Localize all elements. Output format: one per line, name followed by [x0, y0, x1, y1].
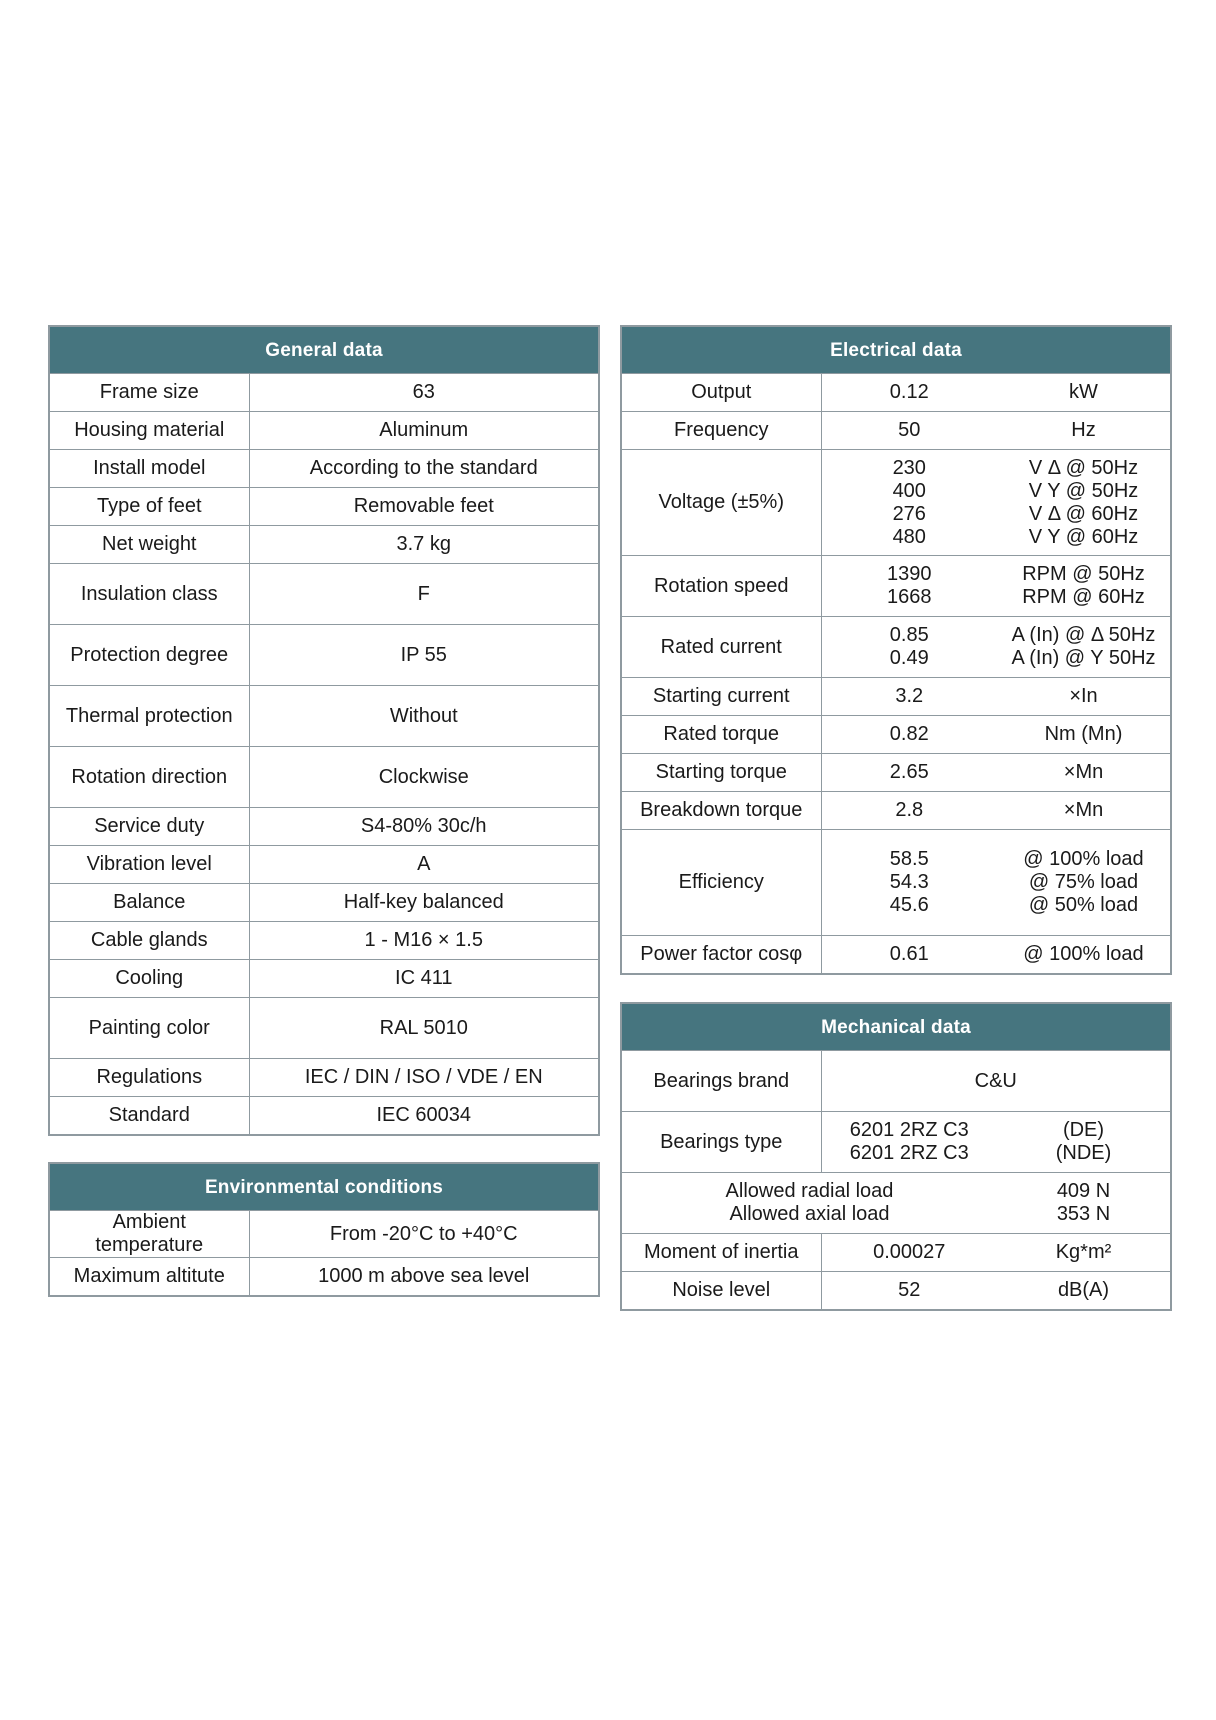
table-row: [621, 936, 1171, 974]
row-label: Painting color: [49, 998, 249, 1059]
row-label: Rated current: [621, 617, 821, 678]
table-row: [621, 1234, 1171, 1272]
row-label: Rotation direction: [49, 747, 249, 808]
electrical-data-title: Electrical data: [621, 326, 1171, 374]
row-value: 3.2: [821, 678, 997, 716]
row-label: Housing material: [49, 412, 249, 450]
row-unit: ×Mn: [997, 792, 1171, 830]
row-value: S4-80% 30c/h: [249, 808, 599, 846]
row-value: 400: [892, 479, 926, 502]
table-row: [621, 754, 1171, 792]
row-value: 1390: [887, 563, 932, 585]
table-row: [49, 1097, 599, 1135]
row-unit: @ 75% load: [1028, 871, 1139, 893]
row-label: Thermal protection: [49, 686, 249, 747]
row-label: Install model: [49, 450, 249, 488]
row-unit: @ 100% load: [1023, 848, 1144, 870]
row-label: Net weight: [49, 526, 249, 564]
row-label: Bearings brand: [621, 1051, 821, 1112]
general-data-title: General data: [49, 326, 599, 374]
table-row: [49, 374, 599, 412]
row-units: [997, 617, 1171, 678]
table-row: [621, 374, 1171, 412]
row-value: 480: [892, 525, 926, 548]
table-row: [621, 1112, 1171, 1173]
row-value: IEC 60034: [249, 1097, 599, 1135]
row-value: C&U: [821, 1051, 1171, 1112]
row-label: Frame size: [49, 374, 249, 412]
row-unit: kW: [997, 374, 1171, 412]
row-label: Regulations: [49, 1059, 249, 1097]
table-row: [49, 808, 599, 846]
table-row: [621, 716, 1171, 754]
row-value: 54.3: [889, 871, 929, 893]
row-value: 1000 m above sea level: [249, 1258, 599, 1296]
row-value: According to the standard: [249, 450, 599, 488]
row-value: Without: [249, 686, 599, 747]
row-value: 1668: [887, 586, 932, 608]
row-values: [821, 556, 997, 617]
row-unit: V Δ @ 50Hz: [1028, 456, 1139, 479]
row-label: Frequency: [621, 412, 821, 450]
table-row: [621, 450, 1171, 556]
row-value: IP 55: [249, 625, 599, 686]
row-value: 2.65: [821, 754, 997, 792]
row-value: 0.12: [821, 374, 997, 412]
table-row: [621, 412, 1171, 450]
table-row: [621, 1272, 1171, 1310]
row-label: Maximum altitute: [49, 1258, 249, 1296]
row-value: 6201 2RZ C3: [849, 1142, 969, 1164]
row-label: Moment of inertia: [621, 1234, 821, 1272]
row-label: Type of feet: [49, 488, 249, 526]
row-label: Starting current: [621, 678, 821, 716]
row-label: Rated torque: [621, 716, 821, 754]
row-value: 276: [892, 502, 926, 525]
row-unit: (DE): [1062, 1119, 1105, 1141]
load-values: [997, 1173, 1171, 1234]
row-label: Output: [621, 374, 821, 412]
row-unit: @ 50% load: [1028, 894, 1139, 916]
table-row: [621, 1051, 1171, 1112]
row-unit: (NDE): [1055, 1142, 1112, 1164]
row-value: 1 - M16 × 1.5: [249, 922, 599, 960]
row-label: Breakdown torque: [621, 792, 821, 830]
table-row: [621, 678, 1171, 716]
row-values: [821, 450, 997, 556]
row-unit: ×Mn: [997, 754, 1171, 792]
table-row: [49, 450, 599, 488]
row-value: Half-key balanced: [249, 884, 599, 922]
table-row: [49, 960, 599, 998]
row-unit: V Y @ 60Hz: [1028, 525, 1139, 548]
row-value: 409 N: [1056, 1180, 1111, 1202]
row-label: Vibration level: [49, 846, 249, 884]
row-unit: RPM @ 50Hz: [1022, 563, 1145, 585]
row-unit: A (In) @ Δ 50Hz: [1011, 624, 1156, 646]
electrical-data-table: [620, 325, 1172, 975]
row-units: [997, 450, 1171, 556]
table-row: [49, 564, 599, 625]
table-row: [49, 747, 599, 808]
row-unit: dB(A): [997, 1272, 1171, 1310]
table-row: [49, 1258, 599, 1296]
row-label: Cable glands: [49, 922, 249, 960]
row-value: 0.61: [821, 936, 997, 974]
row-value: 58.5: [889, 848, 929, 870]
row-unit: Nm (Mn): [997, 716, 1171, 754]
row-value: 2.8: [821, 792, 997, 830]
row-label: Noise level: [621, 1272, 821, 1310]
row-value: A: [249, 846, 599, 884]
row-label: Allowed axial load: [729, 1203, 890, 1225]
row-value: 0.82: [821, 716, 997, 754]
row-value: 6201 2RZ C3: [849, 1119, 969, 1141]
row-unit: Kg*m²: [997, 1234, 1171, 1272]
row-label: Service duty: [49, 808, 249, 846]
row-value: 0.85: [889, 624, 929, 646]
row-value: 0.49: [889, 647, 929, 669]
table-row: [621, 1173, 1171, 1234]
row-values: [821, 830, 997, 936]
row-value: IEC / DIN / ISO / VDE / EN: [249, 1059, 599, 1097]
table-row: [49, 686, 599, 747]
general-data-table: [48, 325, 600, 1136]
row-label: Standard: [49, 1097, 249, 1135]
table-row: [621, 556, 1171, 617]
row-label: Allowed radial load: [725, 1180, 894, 1202]
environmental-conditions-table: [48, 1162, 600, 1297]
row-label: Insulation class: [49, 564, 249, 625]
mechanical-data-table: [620, 1002, 1172, 1311]
environmental-conditions-title: Environmental conditions: [49, 1163, 599, 1211]
row-label: Protection degree: [49, 625, 249, 686]
row-value: 353 N: [1056, 1203, 1111, 1225]
row-value: 50: [821, 412, 997, 450]
table-row: [49, 1211, 599, 1258]
table-row: [621, 617, 1171, 678]
row-label: Voltage (±5%): [621, 450, 821, 556]
row-value: 52: [821, 1272, 997, 1310]
row-units: [997, 556, 1171, 617]
row-value: IC 411: [249, 960, 599, 998]
table-row: [49, 998, 599, 1059]
row-value: Clockwise: [249, 747, 599, 808]
table-row: [49, 625, 599, 686]
table-row: [49, 488, 599, 526]
row-value: 0.00027: [821, 1234, 997, 1272]
row-value: 63: [249, 374, 599, 412]
row-value: RAL 5010: [249, 998, 599, 1059]
table-row: [621, 830, 1171, 936]
row-label: Starting torque: [621, 754, 821, 792]
row-value: 230: [892, 456, 926, 479]
row-label: Bearings type: [621, 1112, 821, 1173]
row-label: Power factor cosφ: [621, 936, 821, 974]
mechanical-data-title: Mechanical data: [621, 1003, 1171, 1051]
row-values: [821, 617, 997, 678]
row-value: From -20°C to +40°C: [249, 1211, 599, 1258]
row-unit: A (In) @ Y 50Hz: [1011, 647, 1156, 669]
table-row: [49, 922, 599, 960]
row-value: 3.7 kg: [249, 526, 599, 564]
row-unit: V Δ @ 60Hz: [1028, 502, 1139, 525]
row-label: Efficiency: [621, 830, 821, 936]
table-row: [49, 412, 599, 450]
row-unit: RPM @ 60Hz: [1022, 586, 1145, 608]
table-row: [49, 1059, 599, 1097]
table-row: [49, 526, 599, 564]
row-value: 45.6: [889, 894, 929, 916]
row-value: Removable feet: [249, 488, 599, 526]
row-value: F: [249, 564, 599, 625]
table-row: [49, 846, 599, 884]
table-row: [49, 884, 599, 922]
row-label: Rotation speed: [621, 556, 821, 617]
row-units: [997, 1112, 1171, 1173]
row-label: Ambient temperature: [49, 1211, 249, 1258]
table-row: [621, 792, 1171, 830]
row-unit: ×In: [997, 678, 1171, 716]
row-label: Balance: [49, 884, 249, 922]
row-unit: Hz: [997, 412, 1171, 450]
row-value: Aluminum: [249, 412, 599, 450]
row-values: [821, 1112, 997, 1173]
row-unit: @ 100% load: [997, 936, 1171, 974]
load-labels: [621, 1173, 997, 1234]
row-label: Cooling: [49, 960, 249, 998]
row-unit: V Y @ 50Hz: [1028, 479, 1139, 502]
row-units: [997, 830, 1171, 936]
